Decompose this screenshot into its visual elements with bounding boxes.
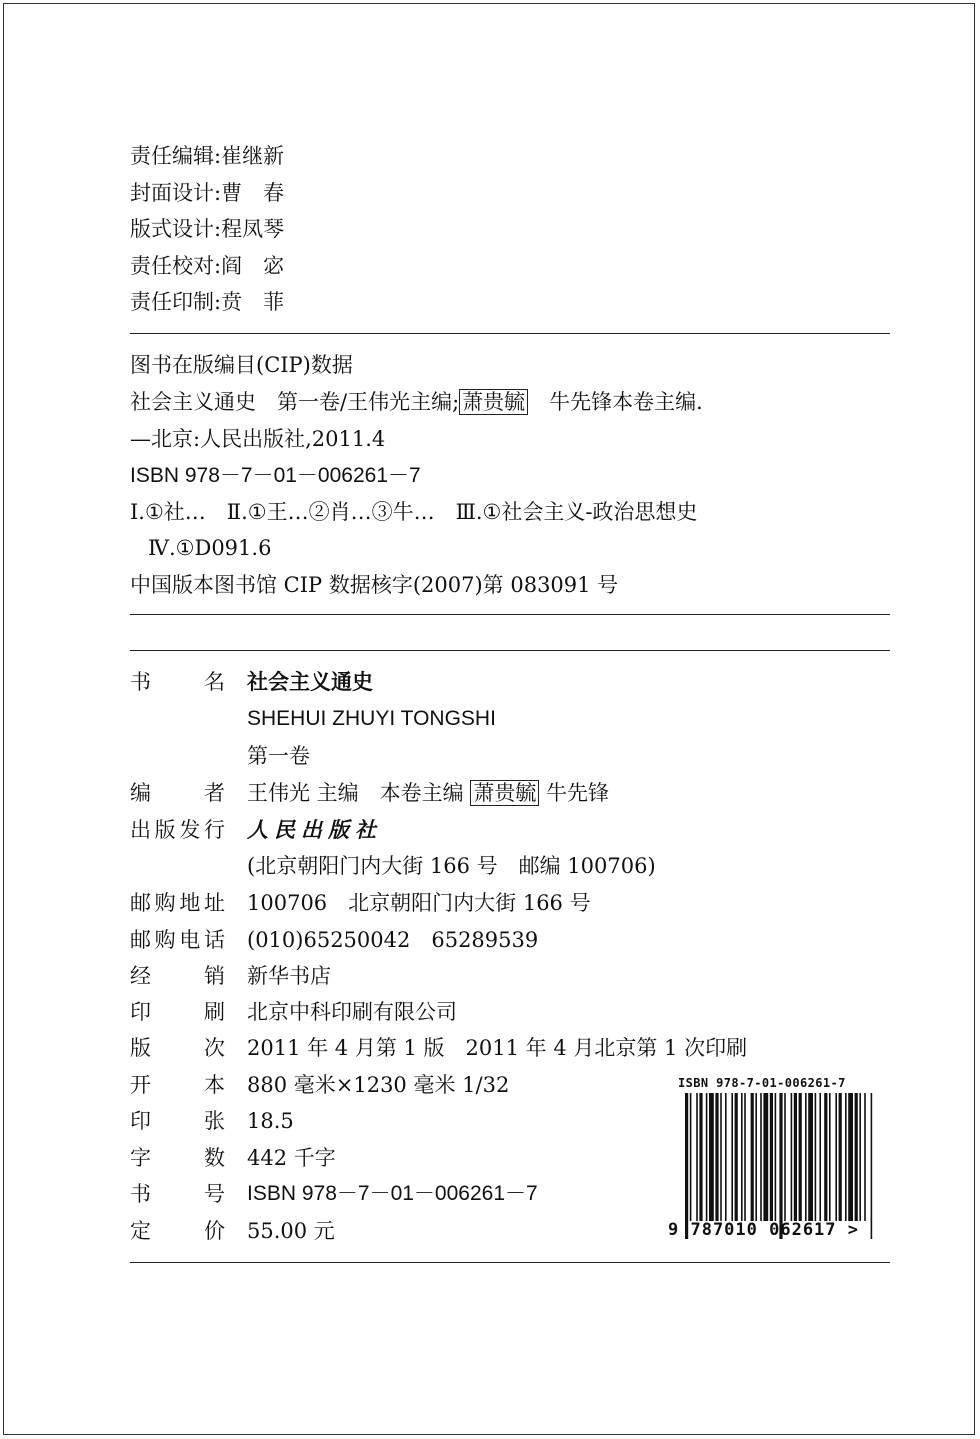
publisher-label: 出版发行	[130, 818, 225, 842]
volume: 第一卷	[247, 744, 310, 768]
barcode-bar	[794, 1093, 797, 1221]
barcode-bar	[720, 1093, 722, 1221]
name-box: 萧贵毓	[459, 389, 528, 415]
cip-verification: 中国版本图书馆 CIP 数据核字(2007)第 083091 号	[130, 573, 619, 597]
book-title-pinyin: SHEHUI ZHUYI TONGSHI	[247, 707, 496, 730]
credit-line: 责任编辑:崔继新	[130, 144, 285, 168]
phone-label: 邮购电话	[130, 928, 225, 952]
divider	[130, 333, 890, 334]
barcode-bar	[779, 1093, 782, 1239]
barcode-bar	[741, 1093, 743, 1221]
barcode-bar	[770, 1093, 773, 1221]
words-label: 字数	[130, 1146, 225, 1170]
printer-value: 北京中科印刷有限公司	[247, 1000, 457, 1024]
format-value: 880 毫米×1230 毫米 1/32	[247, 1073, 510, 1097]
printer-label: 印刷	[130, 1000, 225, 1024]
editor-value: 王伟光 主编 本卷主编 萧贵毓 牛先锋	[247, 781, 610, 805]
barcode-bar	[808, 1093, 813, 1221]
credit-line: 责任校对:阎 宓	[130, 254, 285, 278]
divider	[130, 650, 890, 651]
credit-line: 版式设计:程凤琴	[130, 217, 285, 241]
divider	[130, 614, 890, 615]
cip-title-line: 社会主义通史 第一卷/王伟光主编; 萧贵毓 牛先锋本卷主编．	[130, 390, 718, 414]
barcode-bar	[709, 1093, 714, 1221]
cip-classification-2: Ⅳ.①D091.6	[148, 536, 272, 560]
barcode-bar	[835, 1093, 837, 1221]
cip-classification: Ⅰ.①社… Ⅱ.①王…②肖…③牛… Ⅲ.①社会主义-政治思想史	[130, 500, 698, 524]
edition-label: 版次	[130, 1036, 225, 1060]
divider	[130, 1262, 890, 1263]
book-title: 社会主义通史	[247, 669, 373, 694]
barcode-bar	[731, 1093, 733, 1221]
barcode-bar	[763, 1093, 768, 1221]
price-value: 55.00 元	[247, 1219, 335, 1243]
credit-line: 责任印制:贲 菲	[130, 290, 285, 314]
title-label: 书名	[130, 670, 225, 694]
barcode-bar	[791, 1093, 793, 1221]
credit-line: 封面设计:曹 春	[130, 181, 285, 205]
barcode-bar	[744, 1093, 746, 1221]
barcode-bar	[751, 1093, 754, 1221]
barcode-bar	[845, 1093, 847, 1221]
barcode-bar	[690, 1093, 692, 1221]
barcode-bar	[784, 1093, 786, 1221]
words-value: 442 千字	[247, 1146, 336, 1170]
cip-publisher-line: —北京:人民出版社,2011.4	[130, 427, 386, 451]
barcode-bar	[815, 1093, 817, 1221]
barcode-bar	[871, 1093, 873, 1239]
barcode-bar	[696, 1093, 698, 1221]
barcode-bar	[706, 1093, 708, 1221]
barcode-bar	[859, 1093, 861, 1221]
distributor-label: 经销	[130, 964, 225, 988]
booknum-value: ISBN 978－7－01－006261－7	[247, 1182, 538, 1205]
name-box: 萧贵毓	[470, 780, 539, 806]
barcode-isbn-text: ISBN 978-7-01-006261-7	[678, 1076, 846, 1090]
barcode-bar	[685, 1093, 688, 1239]
sheets-value: 18.5	[247, 1109, 294, 1133]
barcode-bar	[805, 1093, 807, 1221]
barcode-bar	[699, 1093, 702, 1221]
publisher-logo: 人民出版社	[247, 817, 382, 842]
price-label: 定价	[130, 1219, 225, 1243]
barcode-bar	[755, 1093, 757, 1221]
cip-heading: 图书在版编目(CIP)数据	[130, 353, 353, 377]
barcode-bar	[735, 1093, 738, 1221]
barcode-bar	[819, 1093, 821, 1221]
booknum-label: 书号	[130, 1182, 225, 1206]
format-label: 开本	[130, 1073, 225, 1097]
mail-label: 邮购地址	[130, 891, 225, 915]
mail-value: 100706 北京朝阳门内大街 166 号	[247, 891, 591, 915]
barcode-bar	[775, 1093, 777, 1221]
phone-value: (010)65250042 65289539	[247, 928, 539, 952]
edition-value: 2011 年 4 月第 1 版 2011 年 4 月北京第 1 次印刷	[247, 1036, 748, 1060]
barcode-bar	[725, 1093, 727, 1221]
barcode-bar	[855, 1093, 858, 1221]
barcode-bar	[799, 1093, 802, 1221]
barcode-digits: 9 787010 062617 >	[668, 1220, 859, 1240]
barcode-bar	[839, 1093, 842, 1221]
distributor-value: 新华书店	[247, 964, 331, 988]
barcode-bar	[715, 1093, 718, 1221]
cip-isbn: ISBN 978－7－01－006261－7	[130, 464, 421, 487]
barcode-bar	[848, 1093, 853, 1221]
barcode-bar	[824, 1093, 827, 1221]
barcode-bar	[760, 1093, 762, 1221]
barcode-bar	[829, 1093, 831, 1221]
editor-label: 编者	[130, 781, 225, 805]
sheets-label: 印张	[130, 1109, 225, 1133]
publisher-address: (北京朝阳门内大街 166 号 邮编 100706)	[247, 854, 656, 878]
barcode-bar	[864, 1093, 866, 1221]
